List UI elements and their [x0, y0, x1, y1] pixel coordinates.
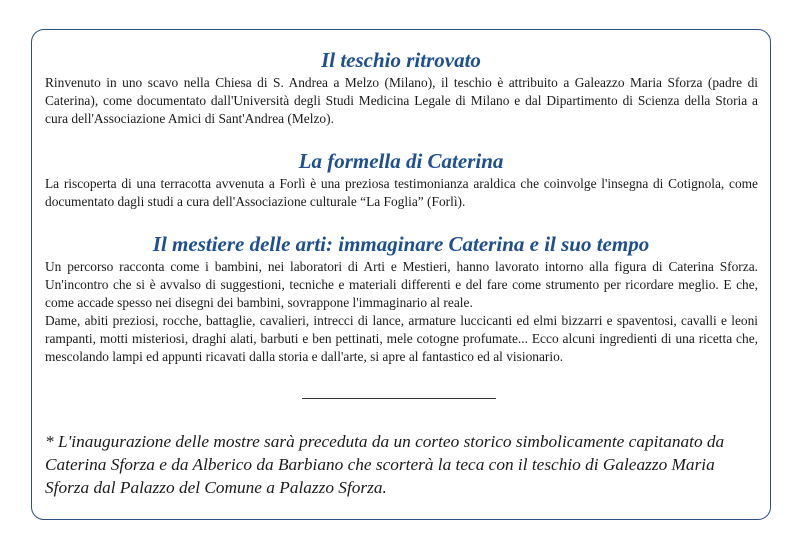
section-text-mestiere-1: Un percorso racconta come i bambini, nei laboratori di Arti e Mestieri, hanno lavorato intorno alla figura di Caterina Sforza. Un'incontro che si è avvalso di suggestioni, tecniche e materiali differenti e del fare come strumento per ricordare meglio. E che, come accade spesso nei disegni dei bambini, sovrappone l'immaginario al reale.: [45, 259, 758, 310]
footnote: * L'inaugurazione delle mostre sarà preceduta da un corteo storico simbolicamente capitanato da Caterina Sforza e da Alberico da Barbiano che scorterà la teca con il teschio di Galeazzo Maria Sforza dal Palazzo del Comune a Palazzo Sforza.: [45, 432, 725, 497]
section-text-mestiere-2: Dame, abiti preziosi, rocche, battaglie, cavalieri, intrecci di lance, armature luccicanti ed elmi bizzarri e spaventosi, cavalli e leoni rampanti, motti misteriosi, draghi alati, barbuti e ben pettinati, mele cotogne profumate... Ecco alcuni ingredienti di una ricetta che, mescolando lampi ed appunti ricavati dalla storia e dall'arte, si apre al fantastico ed al visionario.: [45, 313, 758, 364]
section-title-teschio: Il teschio ritrovato: [321, 48, 481, 72]
divider-line: [302, 398, 496, 399]
section-title-formella: La formella di Caterina: [298, 149, 504, 173]
section-title-mestiere: Il mestiere delle arti: immaginare Caterina e il suo tempo: [152, 232, 650, 256]
section-text-teschio: Rinvenuto in uno scavo nella Chiesa di S. Andrea a Melzo (Milano), il teschio è attribuito a Galeazzo Maria Sforza (padre di Caterina), come documentato dall'Università degli Studi Medicina Legale di Milano e dal Dipartimento di Scienza della Storia a cura dell'Associazione Amici di Sant'Andrea (Melzo).: [45, 75, 758, 126]
section-text-formella: La riscoperta di una terracotta avvenuta a Forlì è una preziosa testimonianza araldica che coinvolge l'insegna di Cotignola, come documentato dagli studi a cura dell'Associazione culturale “La Foglia” (Forlì).: [45, 176, 758, 209]
